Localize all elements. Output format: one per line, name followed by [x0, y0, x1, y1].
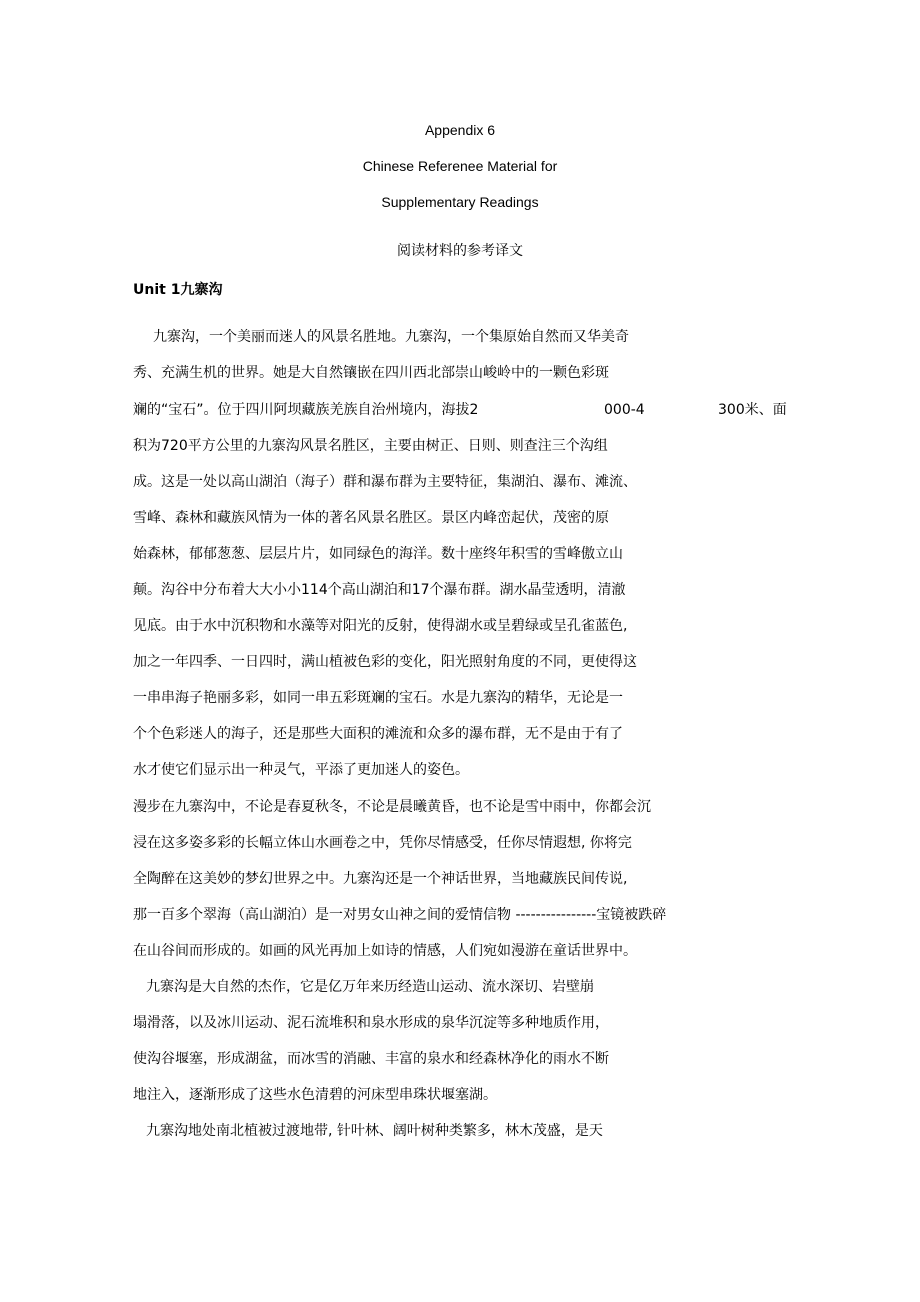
altitude-fragment: 300米、面: [718, 402, 787, 418]
unit-heading: Unit 1九寨沟: [133, 282, 223, 298]
paragraph-line: 九寨沟，一个美丽而迷人的风景名胜地。九寨沟，一个集原始自然而又华美奇: [153, 329, 629, 345]
readings-title: Supplementary Readings: [381, 194, 539, 210]
paragraph-line: 始森林，郁郁葱葱、层层片片，如同绿色的海洋。数十座终年积雪的雪峰傲立山: [133, 546, 623, 562]
paragraph-line: 全陶醉在这美妙的梦幻世界之中。九寨沟还是一个神话世界，当地藏族民间传说,: [133, 871, 628, 887]
paragraph-line: 积为720平方公里的九寨沟风景名胜区，主要由树正、日则、则查注三个沟组: [133, 438, 608, 454]
chinese-subtitle: 阅读材料的参考译文: [397, 242, 523, 258]
paragraph-line: 秀、充满生机的世界。她是大自然镶嵌在四川西北部崇山峻岭中的一颗色彩斑: [133, 365, 609, 381]
paragraph-line: 斓的“宝石”。位于四川阿坝藏族羌族自治州境内，海拔2: [133, 402, 479, 418]
paragraph-line: 九寨沟地处南北植被过渡地带, 针叶林、阔叶树种类繁多，林木茂盛，是天: [146, 1123, 603, 1139]
paragraph-line: 塌滑落，以及冰川运动、泥石流堆积和泉水形成的泉华沉淀等多种地质作用，: [133, 1015, 609, 1031]
paragraph-line: 成。这是一处以高山湖泊（海子）群和瀑布群为主要特征，集湖泊、瀑布、滩流、: [133, 474, 637, 490]
paragraph-line: 九寨沟是大自然的杰作，它是亿万年来历经造山运动、流水深切、岩壁崩: [146, 979, 594, 995]
material-title: Chinese Referenee Material for: [362, 158, 558, 174]
paragraph-line: 漫步在九寨沟中，不论是春夏秋冬，不论是晨曦黄昏，也不论是雪中雨中，你都会沉: [133, 799, 651, 815]
paragraph-line: 雪峰、森林和藏族风情为一体的著名风景名胜区。景区内峰峦起伏，茂密的原: [133, 510, 609, 526]
paragraph-line: 见底。由于水中沉积物和水藻等对阳光的反射，使得湖水或呈碧绿或呈孔雀蓝色,: [133, 618, 628, 634]
paragraph-line: 在山谷间而形成的。如画的风光再加上如诗的情感，人们宛如漫游在童话世界中。: [133, 943, 637, 959]
paragraph-line: 一串串海子艳丽多彩，如同一串五彩斑斓的宝石。水是九寨沟的精华，无论是一: [133, 690, 623, 706]
paragraph-line: 水才使它们显示出一种灵气，平添了更加迷人的姿色。: [133, 762, 469, 778]
paragraph-line: 颠。沟谷中分布着大大小小114个高山湖泊和17个瀑布群。湖水晶莹透明，清澈: [133, 582, 626, 598]
paragraph-line: 地注入，逐渐形成了这些水色清碧的河床型串珠状堰塞湖。: [133, 1087, 497, 1103]
altitude-fragment: 000-4: [604, 402, 645, 418]
appendix-title: Appendix 6: [424, 122, 496, 138]
paragraph-line: 个个色彩迷人的海子，还是那些大面积的滩流和众多的瀑布群，无不是由于有了: [133, 726, 623, 742]
paragraph-line: 加之一年四季、一日四时，满山植被色彩的变化，阳光照射角度的不同，更使得这: [133, 654, 637, 670]
paragraph-line: 那一百多个翠海（高山湖泊）是一对男女山神之间的爱情信物 ----------------宝镜被跌碎: [133, 907, 667, 923]
paragraph-line: 浸在这多姿多彩的长幅立体山水画卷之中，凭你尽情感受，任你尽情遐想, 你将完: [133, 835, 632, 851]
paragraph-line: 使沟谷堰塞，形成湖盆，而冰雪的消融、丰富的泉水和经森林净化的雨水不断: [133, 1051, 609, 1067]
